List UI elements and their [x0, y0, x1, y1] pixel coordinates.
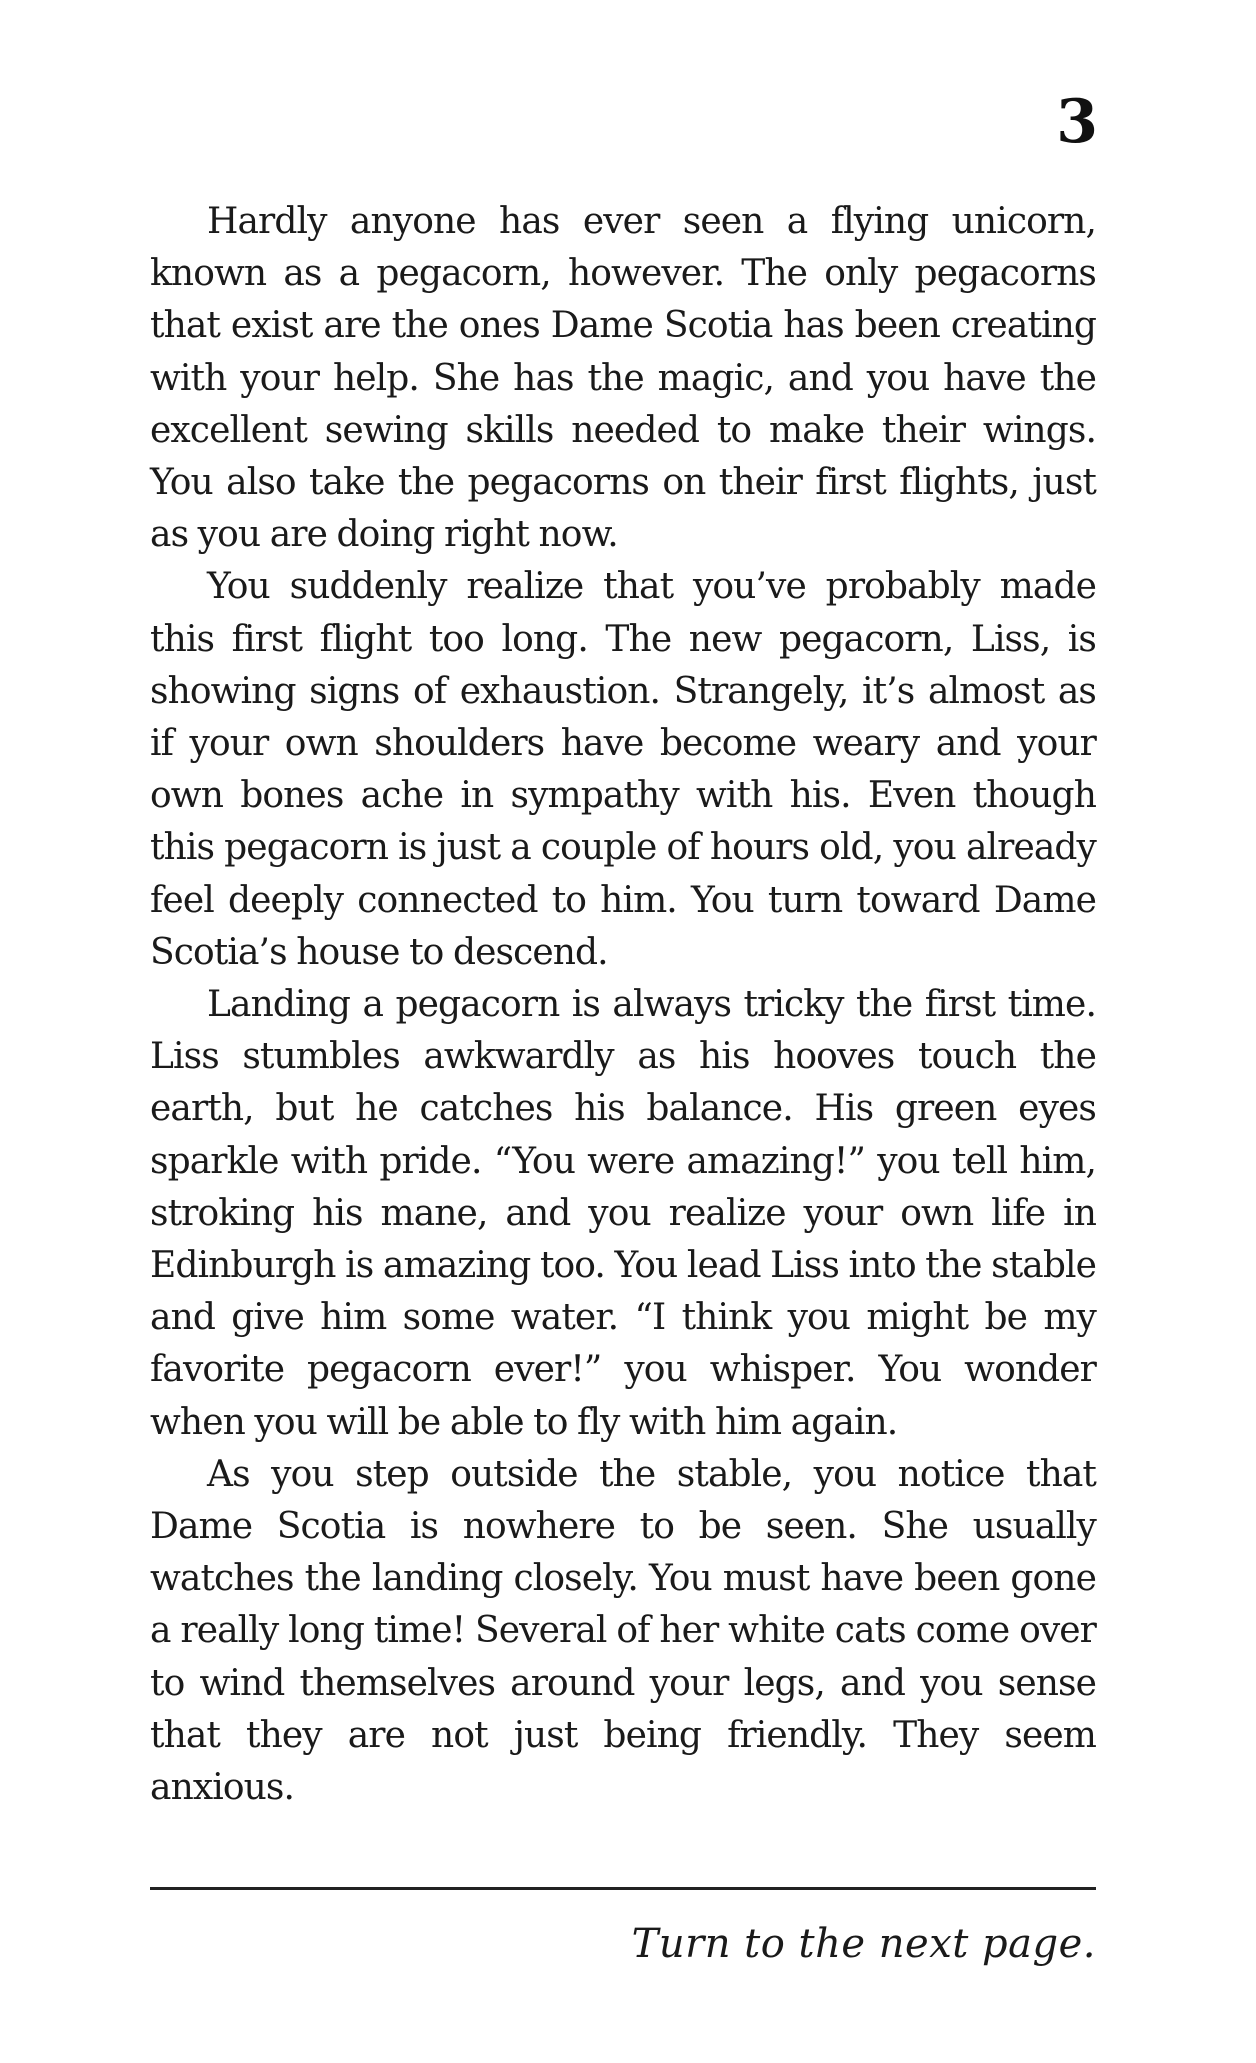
turn-page-instruction: Turn to the next page. [631, 1921, 1096, 1967]
paragraph-4: As you step outside the stable, you notice that Dame Scotia is nowhere to be seen. She usually watches the landing closely. You must have been gone a really long time! Several of her white cats come over to wind themselves around your legs, and you sense that they are not just being friendly. They seem anxious. [150, 1453, 1096, 1809]
paragraph-1: Hardly anyone has ever seen a flying unicorn, known as a pegacorn, however. The only pegacorns that exist are the ones Dame Scotia has been creating with your help. She has the magic, and you have the excellent sewing skills needed to make their wings. You also take the pegacorns on their first flights, just as you are doing right now. [150, 201, 1096, 556]
paragraph-3: Landing a pegacorn is always tricky the first time. Liss stumbles awkwardly as his hooves touch the earth, but he catches his balance. His green eyes sparkle with pride. “You were amazing!” you tell him, stroking his mane, and you realize your own life in Edinburgh is amazing too. You lead Liss into the stable and give him some water. “I think you might be my favorite pegacorn ever!” you whisper. You wonder when you will be able to fly with him again. [150, 984, 1096, 1443]
footer-divider [150, 1887, 1096, 1890]
story-text [150, 196, 1096, 1814]
page-number: 3 [1056, 87, 1098, 157]
paragraph-2: You suddenly realize that you’ve probably made this first flight too long. The new pegacorn, Liss, is showing signs of exhaustion. Strangely, it’s almost as if your own shoulders have become weary and your own bones ache in sympathy with his. Even though this pegacorn is just a couple of hours old, you already feel deeply connected to him. You turn toward Dame Scotia’s house to descend. [150, 566, 1096, 973]
